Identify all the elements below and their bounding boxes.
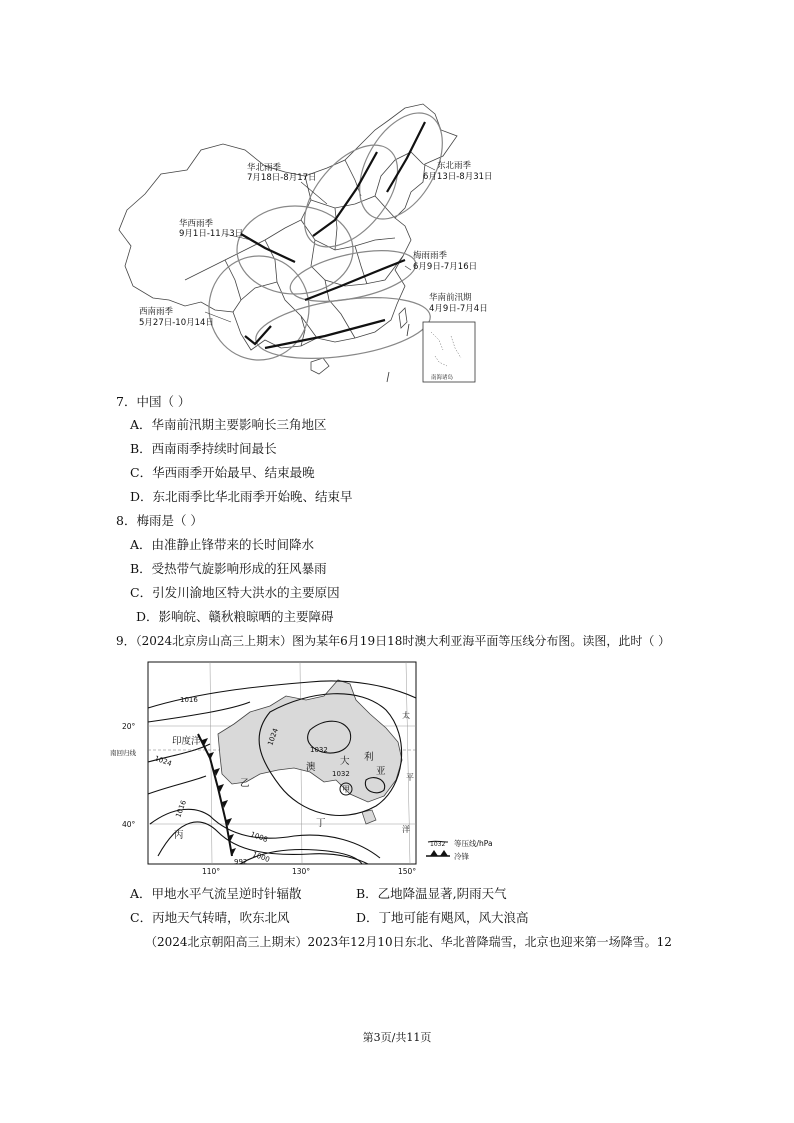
svg-text:1016: 1016 (174, 799, 188, 819)
svg-text:110°: 110° (202, 867, 221, 876)
meiyu-label: 梅雨雨季 (413, 251, 448, 261)
dongbei-dates: 6月13日-8月31日 (423, 172, 493, 182)
q7-option-c[interactable]: C．华西雨季开始最早、结束最晚 (130, 465, 315, 480)
q9-stem: 9．（2024北京房山高三上期末）图为某年6月19日18时澳大利亚海平面等压线分布图。读图，此时（ ） (116, 634, 671, 648)
bing-label: 丙 (174, 830, 184, 841)
svg-text:1024: 1024 (153, 754, 173, 768)
svg-text:130°: 130° (292, 867, 311, 876)
huanan-dates: 4月9日-7月4日 (429, 304, 488, 314)
yi-label: 乙 (240, 778, 250, 789)
huanan-label: 华南前汛期 (429, 293, 472, 303)
q7-option-a[interactable]: A．华南前汛期主要影响长三角地区 (130, 417, 327, 432)
huabei-dates: 7月18日-8月17日 (247, 173, 317, 183)
dongbei-line (387, 122, 425, 192)
svg-text:1000: 1000 (251, 850, 271, 864)
ao-label: 澳 (306, 762, 316, 773)
q7-stem: 7．中国（ ） (116, 394, 191, 409)
australia-isobar-map (110, 656, 510, 878)
svg-text:1032: 1032 (430, 841, 446, 848)
huaxi-dates: 9月1日-11月3日 (179, 229, 244, 239)
q8-option-d[interactable]: D．影响皖、赣秋粮晾晒的主要障碍 (136, 609, 334, 624)
svg-text:等压线/hPa: 等压线/hPa (454, 839, 493, 848)
q7-option-b[interactable]: B．西南雨季持续时间最长 (130, 441, 277, 456)
huabei-label: 华北雨季 (247, 163, 282, 173)
svg-text:南回归线: 南回归线 (110, 749, 136, 757)
svg-text:40°: 40° (122, 820, 136, 829)
q9-option-c[interactable]: C．丙地天气转晴，吹东北风 (130, 910, 290, 925)
ya-label: 亚 (376, 766, 386, 777)
q8-stem: 8．梅雨是（ ） (116, 513, 203, 528)
svg-text:太: 太 (402, 711, 410, 720)
svg-text:1008: 1008 (249, 830, 269, 844)
q10-intro: （2024北京朝阳高三上期末）2023年12月10日东北、华北普降瑞雪，北京也迎来第一场降雪。12 (145, 935, 672, 949)
q8-option-b[interactable]: B．受热带气旋影响形成的狂风暴雨 (130, 561, 327, 576)
q8-option-c[interactable]: C．引发川渝地区特大洪水的主要原因 (130, 585, 340, 600)
q9-option-a[interactable]: A．甲地水平气流呈逆时针辐散 (130, 886, 302, 901)
xinan-label: 西南雨季 (139, 307, 174, 317)
svg-text:冷锋: 冷锋 (454, 852, 469, 861)
svg-text:洋: 洋 (402, 825, 410, 834)
ding-label: 丁 (316, 818, 326, 829)
svg-text:992: 992 (234, 858, 248, 866)
svg-text:1032: 1032 (332, 770, 350, 778)
dongbei-label: 东北雨季 (437, 161, 472, 171)
svg-text:150°: 150° (398, 867, 417, 876)
page-footer: 第3页/共11页 (362, 1031, 432, 1044)
li-label: 利 (364, 752, 374, 763)
svg-text:1032: 1032 (310, 746, 328, 754)
china-rainy-season-map (105, 100, 515, 390)
xinan-dates: 5月27日-10月14日 (139, 318, 214, 328)
svg-text:1016: 1016 (180, 696, 198, 704)
map-legend (426, 838, 493, 861)
svg-text:1024: 1024 (266, 727, 280, 747)
q7-option-d[interactable]: D．东北雨季比华北雨季开始晚、结束早 (130, 489, 353, 504)
south-china-sea-inset (423, 322, 475, 382)
q9-option-d[interactable]: D．丁地可能有飓风，风大浪高 (356, 910, 529, 925)
meiyu-line (305, 260, 405, 300)
svg-text:南海诸岛: 南海诸岛 (431, 375, 454, 381)
meiyu-dates: 6月9日-7月16日 (413, 262, 478, 272)
huabei-line (313, 152, 377, 236)
svg-text:20°: 20° (122, 722, 136, 731)
q8-option-a[interactable]: A．由准静止锋带来的长时间降水 (130, 537, 315, 552)
huaxi-label: 华西雨季 (179, 219, 214, 229)
da-label: 大 (340, 756, 350, 767)
svg-text:平: 平 (406, 773, 414, 782)
jia-label: 甲 (342, 785, 350, 794)
q9-option-b[interactable]: B．乙地降温显著,阴雨天气 (356, 886, 507, 901)
indian-ocean-label: 印度洋 (172, 736, 201, 747)
